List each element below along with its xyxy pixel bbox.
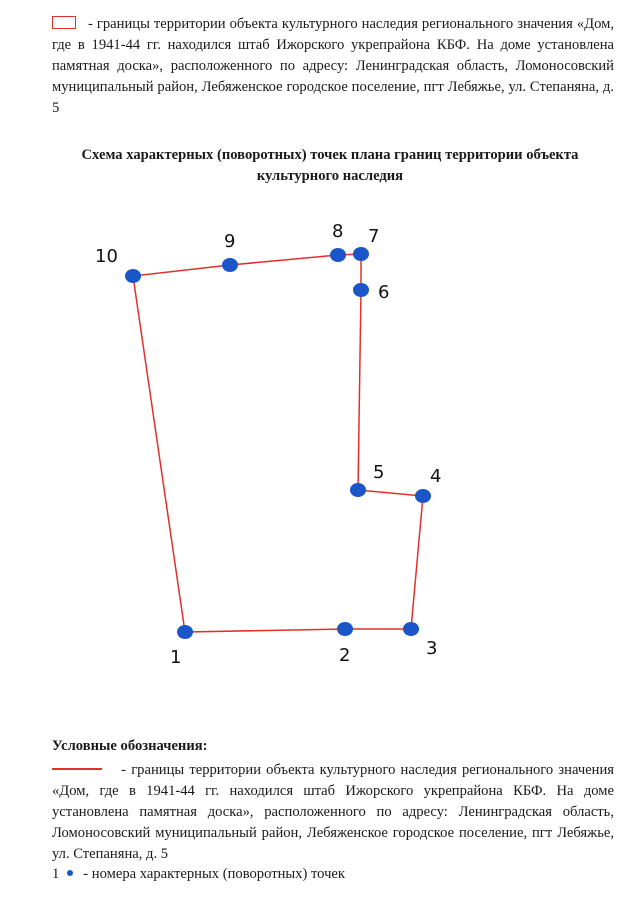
point-dot-icon (67, 870, 73, 876)
point-label: 7 (368, 226, 380, 247)
boundary-line-icon (52, 768, 102, 770)
scheme-title: Схема характерных (поворотных) точек плана границ территории объекта культурного наследия (81, 147, 579, 184)
legend-boundary-text: - границы территории объекта культурного наследия регионального значения «Дом, где в 1941-44 гг. находился штаб Ижорского укрепрайона КБФ. На доме установлена памятная доска», расположенного по адресу: Ленинградская область, Ломоносовский муниципальный район, Лебяженское городское поселение, пгт Лебяжье, ул. Степаняна, д. 5 (52, 762, 615, 862)
point-label: 4 (430, 466, 442, 487)
point-7 (353, 226, 379, 261)
point-marker (125, 269, 141, 283)
point-1 (170, 625, 193, 668)
point-marker (330, 248, 346, 262)
point-2 (337, 622, 353, 666)
legend-point-number: 1 (52, 866, 60, 882)
point-label: 8 (332, 221, 344, 242)
point-3 (403, 622, 437, 659)
point-4 (415, 466, 441, 503)
point-label: 9 (224, 231, 236, 252)
legend-boundary-entry (52, 760, 614, 865)
legend-point-entry (52, 864, 345, 885)
point-label: 2 (339, 645, 351, 666)
point-6 (353, 282, 389, 303)
point-label: 1 (170, 647, 182, 668)
point-10 (95, 246, 141, 283)
point-label: 3 (426, 638, 438, 659)
boundary-symbol-icon (52, 16, 76, 29)
point-marker (337, 622, 353, 636)
legend-title: Условные обозначения: (52, 738, 208, 754)
point-marker (177, 625, 193, 639)
point-marker (222, 258, 238, 272)
point-label: 6 (378, 282, 390, 303)
legend-point-text: - номера характерных (поворотных) точек (83, 866, 346, 882)
point-marker (403, 622, 419, 636)
top-legend-text: - границы территории объекта культурного наследия регионального значения «Дом, где в 1941-44 гг. находился штаб Ижорского укрепрайона КБФ. На доме установлена памятная доска», расположенного по адресу: Ленинградская область, Ломоносовский муниципальный район, Лебяженское городское поселение, пгт Лебяжье, ул. Степаняна, д. 5 (52, 16, 614, 116)
point-8 (330, 221, 346, 262)
point-label: 10 (95, 246, 118, 267)
point-marker (350, 483, 366, 497)
point-9 (222, 231, 238, 272)
point-marker (415, 489, 431, 503)
point-label: 5 (373, 462, 385, 483)
top-legend (52, 14, 614, 119)
boundary-polygon (133, 254, 423, 632)
boundary-diagram (0, 210, 640, 710)
point-marker (353, 283, 369, 297)
point-marker (353, 247, 369, 261)
